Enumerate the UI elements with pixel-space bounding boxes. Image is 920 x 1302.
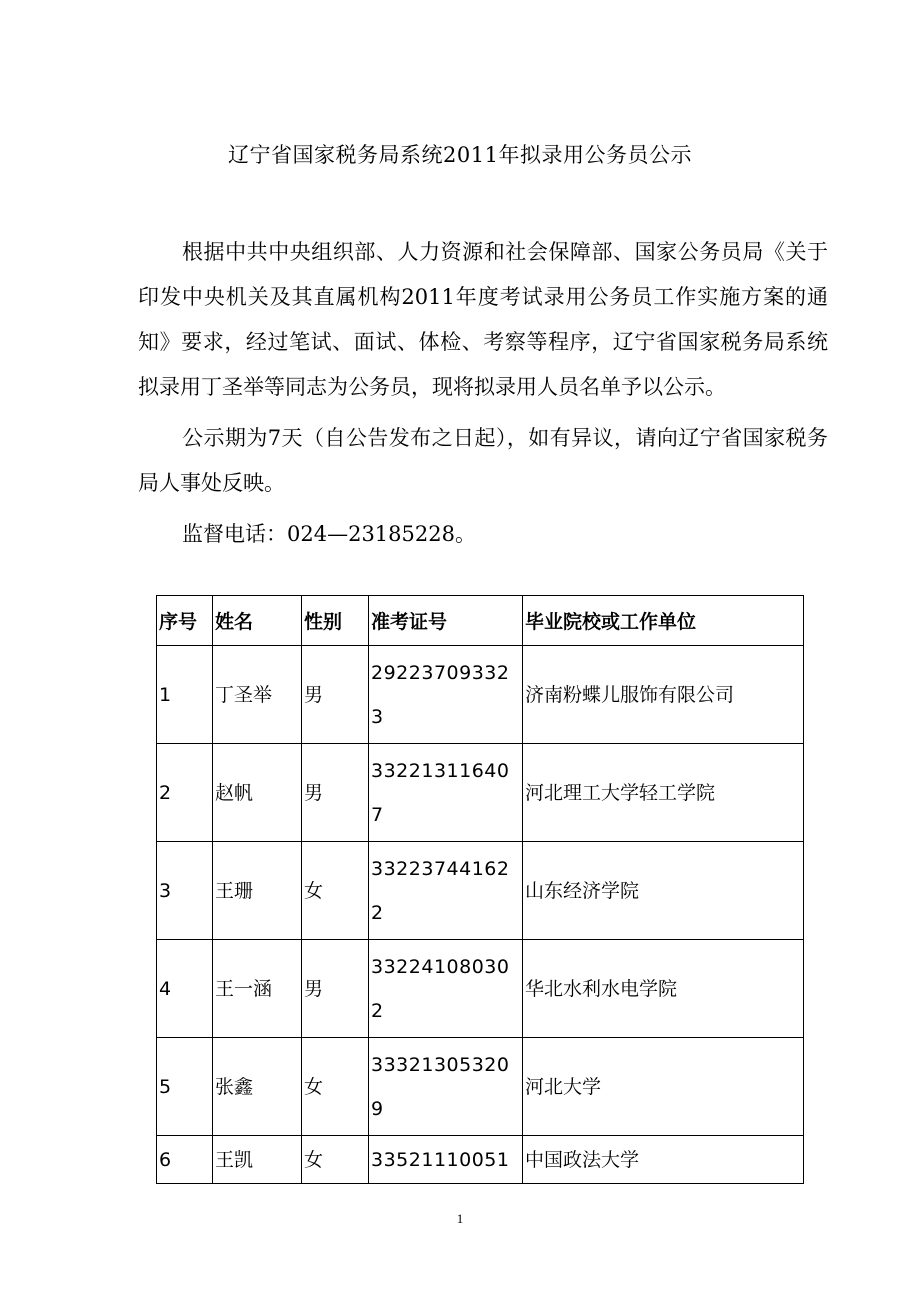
cell-exam-id: 332241080302 [369,940,523,1038]
cell-gender: 男 [302,744,369,842]
cell-name: 王凯 [213,1136,302,1184]
cell-gender: 女 [302,1038,369,1136]
cell-school: 河北大学 [523,1038,804,1136]
cell-school: 华北水利水电学院 [523,940,804,1038]
cell-gender: 女 [302,842,369,940]
cell-seq: 5 [157,1038,213,1136]
cell-gender: 男 [302,646,369,744]
cell-exam-id: 292237093323 [369,646,523,744]
cell-name: 赵帆 [213,744,302,842]
cell-name: 张鑫 [213,1038,302,1136]
supervision-phone: 监督电话：024—23185228。 [182,522,476,546]
cell-seq: 1 [157,646,213,744]
table-row [157,1136,804,1184]
table-row [157,1038,804,1136]
candidate-table [156,595,804,1184]
header-school: 毕业院校或工作单位 [523,596,804,646]
page-number: 1 [456,1211,464,1226]
cell-exam-id: 333213053209 [369,1038,523,1136]
cell-school: 山东经济学院 [523,842,804,940]
cell-exam-id: 332237441622 [369,842,523,940]
notice-paragraph: 根据中共中央组织部、人力资源和社会保障部、国家公务员局《关于印发中央机关及其直属机构2011年度考试录用公务员工作实施方案的通知》要求，经过笔试、面试、体检、考察等程序，辽宁省国家税务局系统拟录用丁圣举等同志为公务员，现将拟录用人员名单予以公示。 [138,240,828,399]
notice-paragraph: 公示期为7天（自公告发布之日起），如有异议，请向辽宁省国家税务局人事处反映。 [138,426,828,495]
page-title: 辽宁省国家税务局系统2011年拟录用公务员公示 [228,143,692,167]
cell-name: 王珊 [213,842,302,940]
header-gender: 性别 [302,596,369,646]
cell-seq: 3 [157,842,213,940]
cell-exam-id: 33521110051 [369,1136,523,1184]
table-row [157,744,804,842]
cell-seq: 4 [157,940,213,1038]
cell-school: 济南粉蝶儿服饰有限公司 [523,646,804,744]
table-header-row [157,596,804,646]
header-exam-id: 准考证号 [369,596,523,646]
cell-seq: 6 [157,1136,213,1184]
cell-seq: 2 [157,744,213,842]
cell-gender: 女 [302,1136,369,1184]
header-seq: 序号 [157,596,213,646]
table-row [157,842,804,940]
cell-school: 河北理工大学轻工学院 [523,744,804,842]
table-row [157,940,804,1038]
cell-name: 丁圣举 [213,646,302,744]
cell-school: 中国政法大学 [523,1136,804,1184]
cell-gender: 男 [302,940,369,1038]
cell-exam-id: 332213116407 [369,744,523,842]
table-row [157,646,804,744]
header-name: 姓名 [213,596,302,646]
cell-name: 王一涵 [213,940,302,1038]
notice-body [138,230,828,557]
